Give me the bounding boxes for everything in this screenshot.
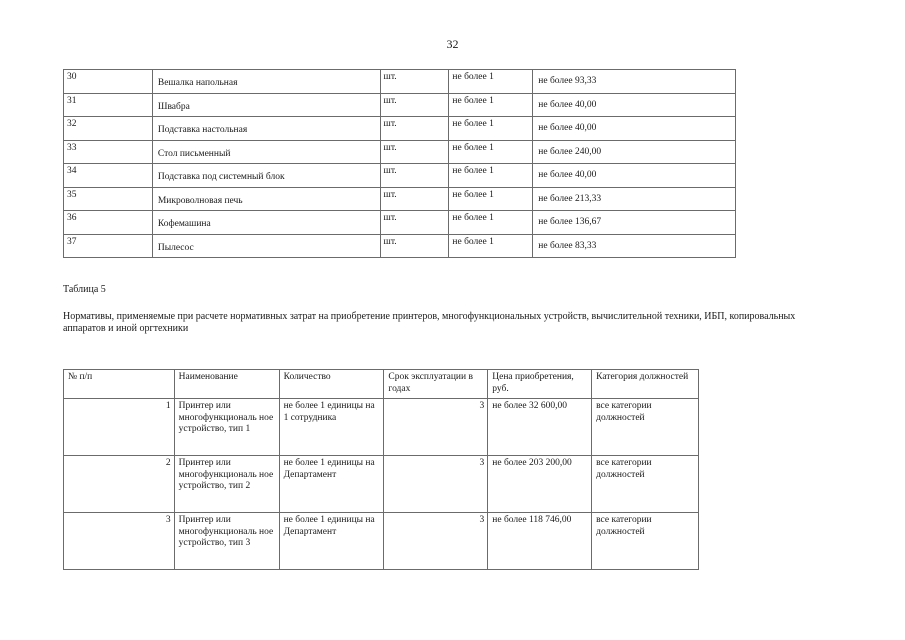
table-row	[64, 187, 736, 211]
table-row	[64, 117, 736, 141]
table-row	[64, 70, 736, 94]
item-quantity: не более 1 единицы на Департамент	[279, 456, 384, 513]
item-name: Стол письменный	[157, 148, 231, 159]
item-price: не более 40,00	[538, 123, 597, 133]
item-quantity: не более 1 единицы на 1 сотрудника	[279, 399, 384, 456]
item-unit: шт.	[383, 72, 397, 82]
item-category: все категории должностей	[592, 399, 699, 456]
table-row	[64, 211, 736, 235]
item-category: все категории должностей	[592, 456, 699, 513]
item-quantity: не более 1	[452, 189, 494, 200]
item-service-life: 3	[384, 399, 488, 456]
item-price: не более 118 746,00	[488, 513, 592, 570]
item-name: Подставка настольная	[157, 125, 248, 135]
row-number: 2	[64, 456, 175, 513]
item-unit: шт.	[383, 166, 397, 176]
item-quantity: не более 1	[452, 236, 494, 247]
item-unit: шт.	[383, 213, 397, 223]
row-number: 30	[67, 72, 77, 82]
row-number: 3	[64, 513, 175, 570]
item-price: не более 93,33	[538, 76, 597, 86]
table-header-row	[64, 370, 699, 399]
item-name: Принтер или многофункциональ ное устройство, тип 2	[174, 456, 279, 513]
table-description: Нормативы, применяемые при расчете нормативных затрат на приобретение принтеров, многофункциональных устройств, вычислительной техники, ИБП, копировальных аппаратов и иной оргтехники	[63, 311, 796, 334]
item-price: не более 240,00	[538, 146, 602, 157]
item-name: Кофемашина	[157, 219, 211, 229]
item-name: Принтер или многофункциональ ное устройство, тип 1	[174, 399, 279, 456]
item-quantity: не более 1	[452, 213, 494, 223]
row-number: 36	[67, 213, 77, 223]
item-service-life: 3	[384, 456, 488, 513]
item-name: Пылесос	[157, 242, 194, 253]
item-name: Швабра	[157, 101, 190, 112]
row-number: 37	[67, 236, 77, 247]
item-unit: шт.	[383, 189, 397, 200]
item-category: все категории должностей	[592, 513, 699, 570]
header-price: Цена приобретения, руб.	[488, 370, 592, 399]
furniture-table	[63, 69, 736, 258]
item-name: Принтер или многофункциональ ное устройство, тип 3	[174, 513, 279, 570]
item-unit: шт.	[383, 119, 397, 129]
row-number: 1	[64, 399, 175, 456]
table-row	[64, 234, 736, 258]
header-number: № п/п	[64, 370, 175, 399]
item-price: не более 203 200,00	[488, 456, 592, 513]
item-quantity: не более 1	[452, 72, 494, 82]
item-price: не более 136,67	[538, 217, 602, 227]
header-name: Наименование	[174, 370, 279, 399]
row-number: 34	[67, 166, 77, 176]
table-caption: Таблица 5	[63, 284, 106, 295]
table-row	[64, 93, 736, 117]
office-equipment-table	[63, 369, 699, 570]
header-quantity: Количество	[279, 370, 384, 399]
item-quantity: не более 1	[452, 142, 494, 153]
item-name: Вешалка напольная	[157, 78, 238, 88]
item-price: не более 83,33	[538, 240, 597, 251]
item-quantity: не более 1 единицы на Департамент	[279, 513, 384, 570]
table-row	[64, 164, 736, 188]
row-number: 31	[67, 95, 77, 106]
item-quantity: не более 1	[452, 119, 494, 129]
table-row	[64, 140, 736, 164]
header-service-life: Срок эксплуатации в годах	[384, 370, 488, 399]
item-unit: шт.	[383, 236, 397, 247]
item-quantity: не более 1	[452, 95, 494, 106]
item-service-life: 3	[384, 513, 488, 570]
item-unit: шт.	[383, 142, 397, 153]
item-price: не более 40,00	[538, 170, 597, 180]
item-price: не более 213,33	[538, 193, 602, 204]
item-name: Микроволновая печь	[157, 195, 243, 206]
table-row	[64, 399, 699, 456]
item-name: Подставка под системный блок	[157, 172, 285, 182]
table-row	[64, 513, 699, 570]
item-price: не более 40,00	[538, 99, 597, 110]
item-quantity: не более 1	[452, 166, 494, 176]
row-number: 32	[67, 119, 77, 129]
table-row	[64, 456, 699, 513]
item-unit: шт.	[383, 95, 397, 106]
row-number: 33	[67, 142, 77, 153]
row-number: 35	[67, 189, 77, 200]
page-number: 32	[446, 37, 459, 51]
header-category: Категория должностей	[592, 370, 699, 399]
item-price: не более 32 600,00	[488, 399, 592, 456]
